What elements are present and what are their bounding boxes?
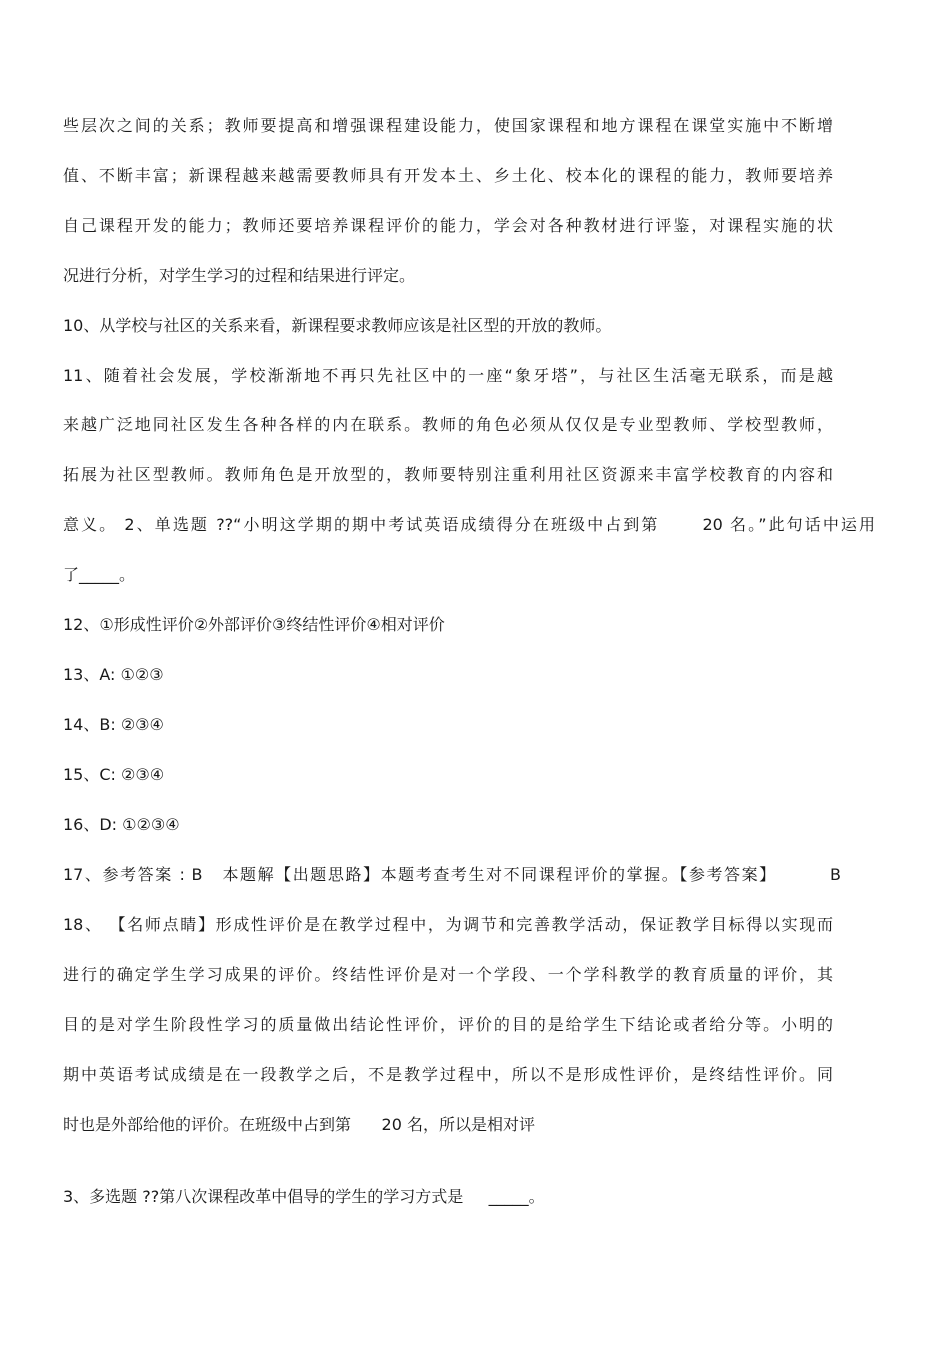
text-line: 18、 【名师点睛】形成性评价是在教学过程中，为调节和完善教学活动，保证教学目标得以实现而 — [63, 915, 833, 934]
text-line: 了_____。 — [63, 565, 136, 584]
text-line: 进行的确定学生学习成果的评价。终结性评价是对一个学段、一个学科教学的教育质量的评价，其 — [63, 965, 833, 984]
question-3: 3、多选题 ??第八次课程改革中倡导的学生的学习方式是 _____。 — [63, 1187, 545, 1206]
text-line: 时也是外部给他的评价。在班级中占到第 20 名，所以是相对评 — [63, 1115, 535, 1134]
text-line: 来越广泛地同社区发生各种各样的内在联系。教师的角色必须从仅仅是专业型教师、学校型教师， — [63, 415, 833, 434]
option-b: 14、B: ②③④ — [63, 715, 164, 734]
text-line: 拓展为社区型教师。教师角色是开放型的，教师要特别注重利用社区资源来丰富学校教育的内容和 — [63, 465, 833, 484]
text-line: 11、随着社会发展，学校渐渐地不再只先社区中的一座“象牙塔”，与社区生活毫无联系，而是越 — [63, 366, 833, 385]
answer-line: 17、参考答案 : B 本题解【出题思路】本题考查考生对不同课程评价的掌握。【参考答案】 B — [63, 865, 841, 884]
text-line: 10、从学校与社区的关系来看，新课程要求教师应该是社区型的开放的教师。 — [63, 316, 612, 335]
text-line: 些层次之间的关系；教师要提高和增强课程建设能力，使国家课程和地方课程在课堂实施中不断增 — [63, 116, 833, 135]
option-d: 16、D: ①②③④ — [63, 815, 180, 834]
text-line: 期中英语考试成绩是在一段教学之后，不是教学过程中，所以不是形成性评价，是终结性评价。同 — [63, 1065, 833, 1084]
text-line: 值、不断丰富；新课程越来越需要教师具有开发本土、乡土化、校本化的课程的能力，教师要培养 — [63, 166, 833, 185]
text-line: 自己课程开发的能力；教师还要培养课程评价的能力，学会对各种教材进行评鉴，对课程实施的状 — [63, 216, 833, 235]
text-line: 目的是对学生阶段性学习的质量做出结论性评价，评价的目的是给学生下结论或者给分等。小明的 — [63, 1015, 833, 1034]
option-a: 13、A: ①②③ — [63, 665, 164, 684]
text-line: 意义。 2、单选题 ??“小明这学期的期中考试英语成绩得分在班级中占到第 20 名。”此句话中运用 — [63, 515, 875, 534]
text-line: 况进行分析，对学生学习的过程和结果进行评定。 — [63, 266, 416, 285]
option-list-header: 12、①形成性评价②外部评价③终结性评价④相对评价 — [63, 615, 445, 634]
option-c: 15、C: ②③④ — [63, 765, 165, 784]
